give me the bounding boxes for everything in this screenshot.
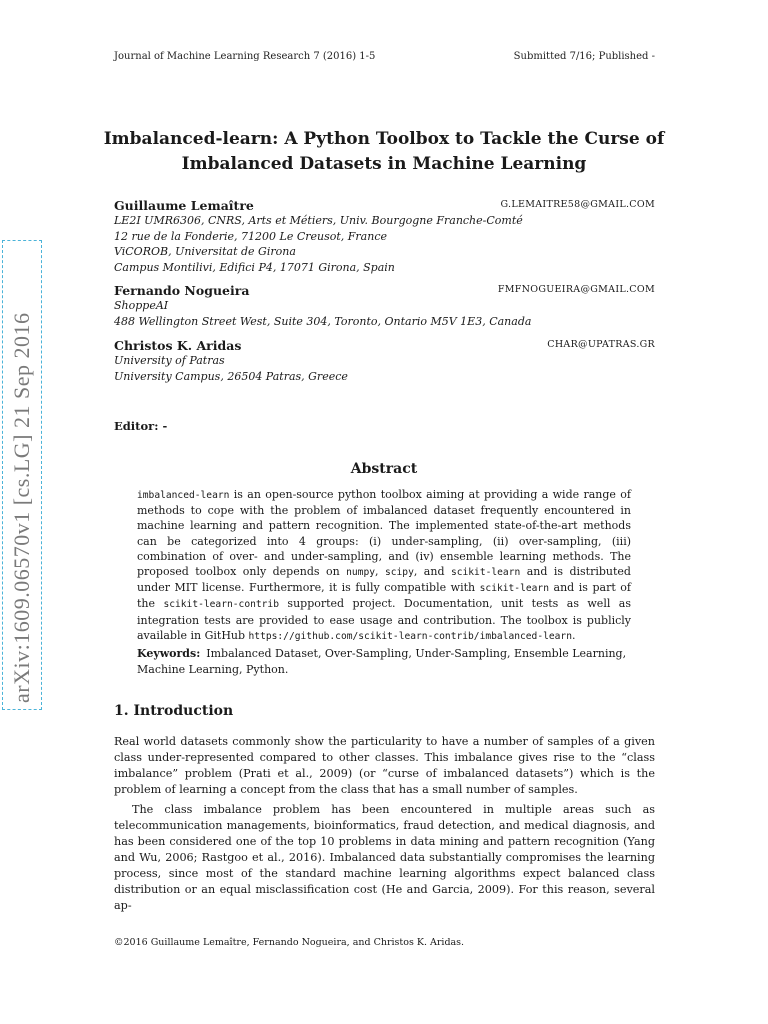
- abstract-fragment: and is distributed under MIT license. Furthermore, it is fully compatible with: [137, 565, 631, 595]
- affiliation-line: University Campus, 26504 Patras, Greece: [114, 369, 348, 383]
- author-email[interactable]: FMFNOGUEIRA@GMAIL.COM: [497, 284, 655, 295]
- arxiv-stamp[interactable]: arXiv:1609.06570v1 [cs.LG] 21 Sep 2016: [2, 240, 42, 710]
- abstract-fragment: .: [571, 628, 576, 642]
- abstract-fragment: and is part of the: [137, 581, 631, 611]
- author-affiliation: [114, 298, 655, 329]
- running-header-journal: Journal of Machine Learning Research 7 (2016) 1-5: [114, 51, 376, 62]
- running-header-submission: Submitted 7/16; Published -: [513, 51, 655, 62]
- keywords: [137, 646, 631, 677]
- paper-title: [100, 127, 668, 177]
- author-affiliation: [114, 213, 655, 275]
- author-email[interactable]: CHAR@UPATRAS.GR: [547, 339, 655, 350]
- affiliation-line: Campus Montilivi, Edifici P4, 17071 Girona, Spain: [114, 260, 395, 274]
- code-text: scipy: [384, 567, 414, 579]
- author-name: Fernando Nogueira: [114, 283, 250, 298]
- author-block-2: [114, 283, 655, 329]
- code-text: scikit-learn: [450, 567, 521, 579]
- affiliation-line: ViCOROB, Universitat de Girona: [114, 245, 296, 258]
- code-text: imbalanced-learn: [137, 490, 230, 501]
- author-affiliation: [114, 353, 655, 384]
- abstract-fragment: supported project. Documentation, unit tests as well as integration tests are provided to ease usage and contribution. The toolbox is publicly available in GitHub: [137, 597, 631, 642]
- section-heading: 1. Introduction: [114, 703, 234, 719]
- abstract-text: [137, 487, 631, 644]
- author-name: Guillaume Lemaître: [114, 198, 254, 213]
- code-text: scikit-learn-contrib: [163, 599, 279, 611]
- author-block-3: [114, 338, 655, 384]
- abstract-fragment: is an open-source python toolbox aiming at providing a wide range of methods to cope with the problem of imbalanced dataset frequently encountered in machine learning and pattern recognition. The implemented state-of-the-art methods can be categorized into 4 groups: (i) under-sampling, (ii) over-sampling, (iii) combination of over- and under-sampling, and (iv) ensemble learning methods. The proposed toolbox only depends on: [137, 488, 631, 579]
- keywords-label: Keywords:: [137, 647, 201, 660]
- abstract-heading: Abstract: [350, 461, 418, 477]
- author-name: Christos K. Aridas: [114, 338, 242, 353]
- author-email[interactable]: G.LEMAITRE58@GMAIL.COM: [500, 199, 655, 210]
- body-text: [114, 734, 655, 918]
- title-line-2: Imbalanced Datasets in Machine Learning: [181, 154, 587, 174]
- copyright-footer: ©2016 Guillaume Lemaître, Fernando Nogueira, and Christos K. Aridas.: [114, 937, 465, 948]
- affiliation-line: University of Patras: [114, 354, 225, 367]
- keywords-text: Imbalanced Dataset, Over-Sampling, Under-Sampling, Ensemble Learning, Machine Learning, Python.: [137, 647, 627, 676]
- code-text: scikit-learn: [479, 583, 549, 595]
- paragraph: The class imbalance problem has been encountered in multiple areas such as telecommunication managements, bioinformatics, fraud detection, and medical diagnosis, and has been considered one of the top 10 problems in data mining and pattern recognition (Yang and Wu, 2006; Rastgoo et al., 2016). Imbalanced data substantially compromises the learning process, since most of the standard machine learning algorithms expect balanced class distribution or an equal misclassification cost (He and Garcia, 2009). For this reason, several ap-: [114, 803, 655, 912]
- abstract-fragment: , and: [413, 565, 451, 579]
- paragraph: Real world datasets commonly show the particularity to have a number of samples of a given class under-represented compared to other classes. This imbalance gives rise to the “class imbalance” problem (Prati et al., 2009) (or “curse of imbalanced datasets”) which is the problem of learning a concept from the class that has a small number of samples.: [114, 735, 655, 796]
- affiliation-line: ShoppeAI: [114, 299, 169, 312]
- affiliation-line: LE2I UMR6306, CNRS, Arts et Métiers, Univ. Bourgogne Franche-Comté: [114, 214, 523, 227]
- author-block-1: [114, 198, 655, 275]
- github-link[interactable]: https://github.com/scikit-learn-contrib/imbalanced-learn: [248, 630, 572, 642]
- abstract-fragment: ,: [375, 565, 385, 579]
- affiliation-line: 488 Wellington Street West, Suite 304, Toronto, Ontario M5V 1E3, Canada: [114, 314, 532, 328]
- code-text: numpy: [346, 567, 376, 579]
- editor-line: Editor: -: [114, 419, 168, 433]
- affiliation-line: 12 rue de la Fonderie, 71200 Le Creusot, France: [114, 229, 387, 243]
- title-line-1: Imbalanced-learn: A Python Toolbox to Tackle the Curse of: [103, 129, 665, 149]
